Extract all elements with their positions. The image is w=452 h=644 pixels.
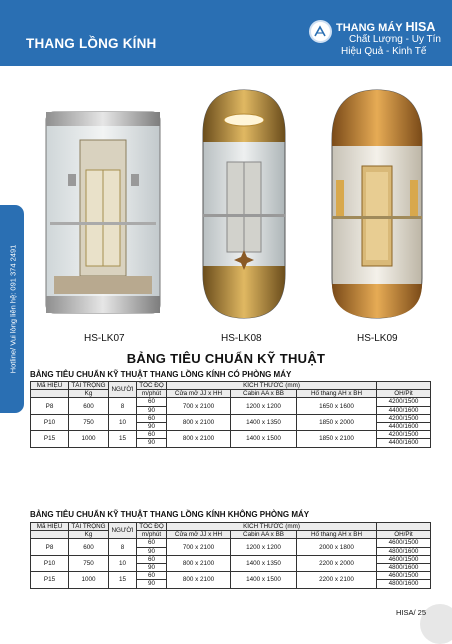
header-blank [377,523,431,531]
table-subheader-row [31,390,431,398]
brand-name [336,20,435,34]
header-oh-pit: OH/Pit [377,531,431,539]
cell-cabin: 1200 x 1200 [231,398,297,414]
product-caption-lk08: HS-LK08 [221,333,262,344]
table-row [31,539,431,547]
header-ho-thang: Hố thang AH x BH [297,390,377,398]
cell-toc-do: 90 [137,422,167,430]
header-toc-do: TỐC ĐỘ [137,523,167,531]
header-ma-hieu: Mã HIỆU [31,523,69,531]
cell-cabin: 1400 x 1350 [231,555,297,571]
cell-cua: 800 x 2100 [167,431,231,447]
header-m-phut: m/phút [137,390,167,398]
elevator-lk09-image [328,88,426,320]
brand-slogan-1: Chất Lượng - Uy Tín [349,34,441,45]
header-kg: Kg [69,390,109,398]
header-m-phut: m/phút [137,531,167,539]
cell-ma: P10 [31,414,69,430]
table-row [31,555,431,563]
cell-toc-do: 60 [137,431,167,439]
header-kg: Kg [69,531,109,539]
cell-toc-do: 60 [137,539,167,547]
header-cabin: Cabin AA x BB [231,390,297,398]
cell-ma: P15 [31,431,69,447]
cell-oh: 4200/1500 [377,431,431,439]
cell-toc-do: 90 [137,406,167,414]
cell-toc-do: 60 [137,572,167,580]
spec-table-machine-room [30,381,431,448]
cell-ho: 1850 x 2100 [297,431,377,447]
cell-ma: P15 [31,572,69,588]
table-row [31,431,431,439]
cell-nguoi: 8 [109,398,137,414]
hotline-text: Hotline/ Vui lòng liên hệ: 091 374 2491 [8,244,18,374]
cell-oh: 4800/1600 [377,547,431,555]
header-blank [31,531,69,539]
cell-ho: 2200 x 2100 [297,572,377,588]
section-title: BẢNG TIÊU CHUẨN KỸ THUẬT [126,351,326,366]
cell-oh: 4400/1600 [377,406,431,414]
cell-tai: 1000 [69,572,109,588]
table-1-title: BẢNG TIÊU CHUẨN KỸ THUẬT THANG LỒNG KÍNH CÓ PHÒNG MÁY [30,370,292,379]
cell-nguoi: 10 [109,414,137,430]
spec-table-machine-roomless [30,522,431,589]
header-tai-trong: TẢI TRỌNG [69,523,109,531]
cell-oh: 4400/1600 [377,439,431,447]
brand-logo-icon [309,20,332,43]
cell-toc-do: 60 [137,398,167,406]
cell-toc-do: 90 [137,439,167,447]
header-kich-thuoc: KÍCH THƯỚC (mm) [167,382,377,390]
header-nguoi: NGƯỜI [109,523,137,539]
cell-oh: 4400/1600 [377,422,431,430]
cell-tai: 600 [69,539,109,555]
cell-cabin: 1400 x 1350 [231,414,297,430]
cell-nguoi: 8 [109,539,137,555]
elevator-lk07-image [44,110,162,315]
header-oh-pit: OH/Pit [377,390,431,398]
brand-prefix: THANG MÁY [336,22,403,34]
table-row [31,414,431,422]
cell-toc-do: 60 [137,414,167,422]
product-caption-lk07: HS-LK07 [84,333,125,344]
cell-oh: 4600/1500 [377,572,431,580]
cell-ho: 1650 x 1600 [297,398,377,414]
header-cua-mo: Cửa mở JJ x HH [167,531,231,539]
header-blank [377,382,431,390]
header-cabin: Cabin AA x BB [231,531,297,539]
cell-ma: P8 [31,539,69,555]
table-subheader-row [31,531,431,539]
cell-tai: 750 [69,414,109,430]
cell-tai: 600 [69,398,109,414]
cell-oh: 4800/1600 [377,580,431,588]
cell-nguoi: 15 [109,572,137,588]
page-header [0,0,452,66]
table-header-row [31,523,431,531]
cell-nguoi: 10 [109,555,137,571]
cell-oh: 4200/1500 [377,414,431,422]
brand-slogan-2: Hiệu Quả - Kinh Tế [341,46,427,57]
cell-ma: P8 [31,398,69,414]
cell-cua: 800 x 2100 [167,414,231,430]
cell-nguoi: 15 [109,431,137,447]
cell-toc-do: 60 [137,555,167,563]
product-caption-lk09: HS-LK09 [357,333,398,344]
cell-oh: 4200/1500 [377,398,431,406]
cell-cabin: 1400 x 1500 [231,572,297,588]
table-row [31,398,431,406]
table-header-row [31,382,431,390]
header-ho-thang: Hố thang AH x BH [297,531,377,539]
page-title: THANG LỒNG KÍNH [26,36,157,51]
cell-ho: 2200 x 2000 [297,555,377,571]
cell-toc-do: 90 [137,580,167,588]
header-tai-trong: TẢI TRỌNG [69,382,109,390]
cell-cabin: 1200 x 1200 [231,539,297,555]
cell-cabin: 1400 x 1500 [231,431,297,447]
table-row [31,572,431,580]
cell-toc-do: 90 [137,563,167,571]
cell-cua: 800 x 2100 [167,572,231,588]
brand-highlight: HISA [405,20,436,34]
header-nguoi: NGƯỜI [109,382,137,398]
cell-ho: 1850 x 2000 [297,414,377,430]
table-2-title: BẢNG TIÊU CHUẨN KỸ THUẬT THANG LỒNG KÍNH KHÔNG PHÒNG MÁY [30,510,310,519]
cell-tai: 1000 [69,431,109,447]
cell-oh: 4600/1500 [377,555,431,563]
header-kich-thuoc: KÍCH THƯỚC (mm) [167,523,377,531]
cell-cua: 800 x 2100 [167,555,231,571]
cell-tai: 750 [69,555,109,571]
elevator-lk08-image [199,88,289,320]
cell-oh: 4800/1600 [377,563,431,571]
cell-oh: 4600/1500 [377,539,431,547]
cell-cua: 700 x 2100 [167,539,231,555]
page-number: HISA/ 25 [396,608,427,617]
cell-ma: P10 [31,555,69,571]
cell-ho: 2000 x 1800 [297,539,377,555]
header-toc-do: TỐC ĐỘ [137,382,167,390]
header-blank [31,390,69,398]
cell-cua: 700 x 2100 [167,398,231,414]
header-cua-mo: Cửa mở JJ x HH [167,390,231,398]
header-ma-hieu: Mã HIỆU [31,382,69,390]
cell-toc-do: 90 [137,547,167,555]
